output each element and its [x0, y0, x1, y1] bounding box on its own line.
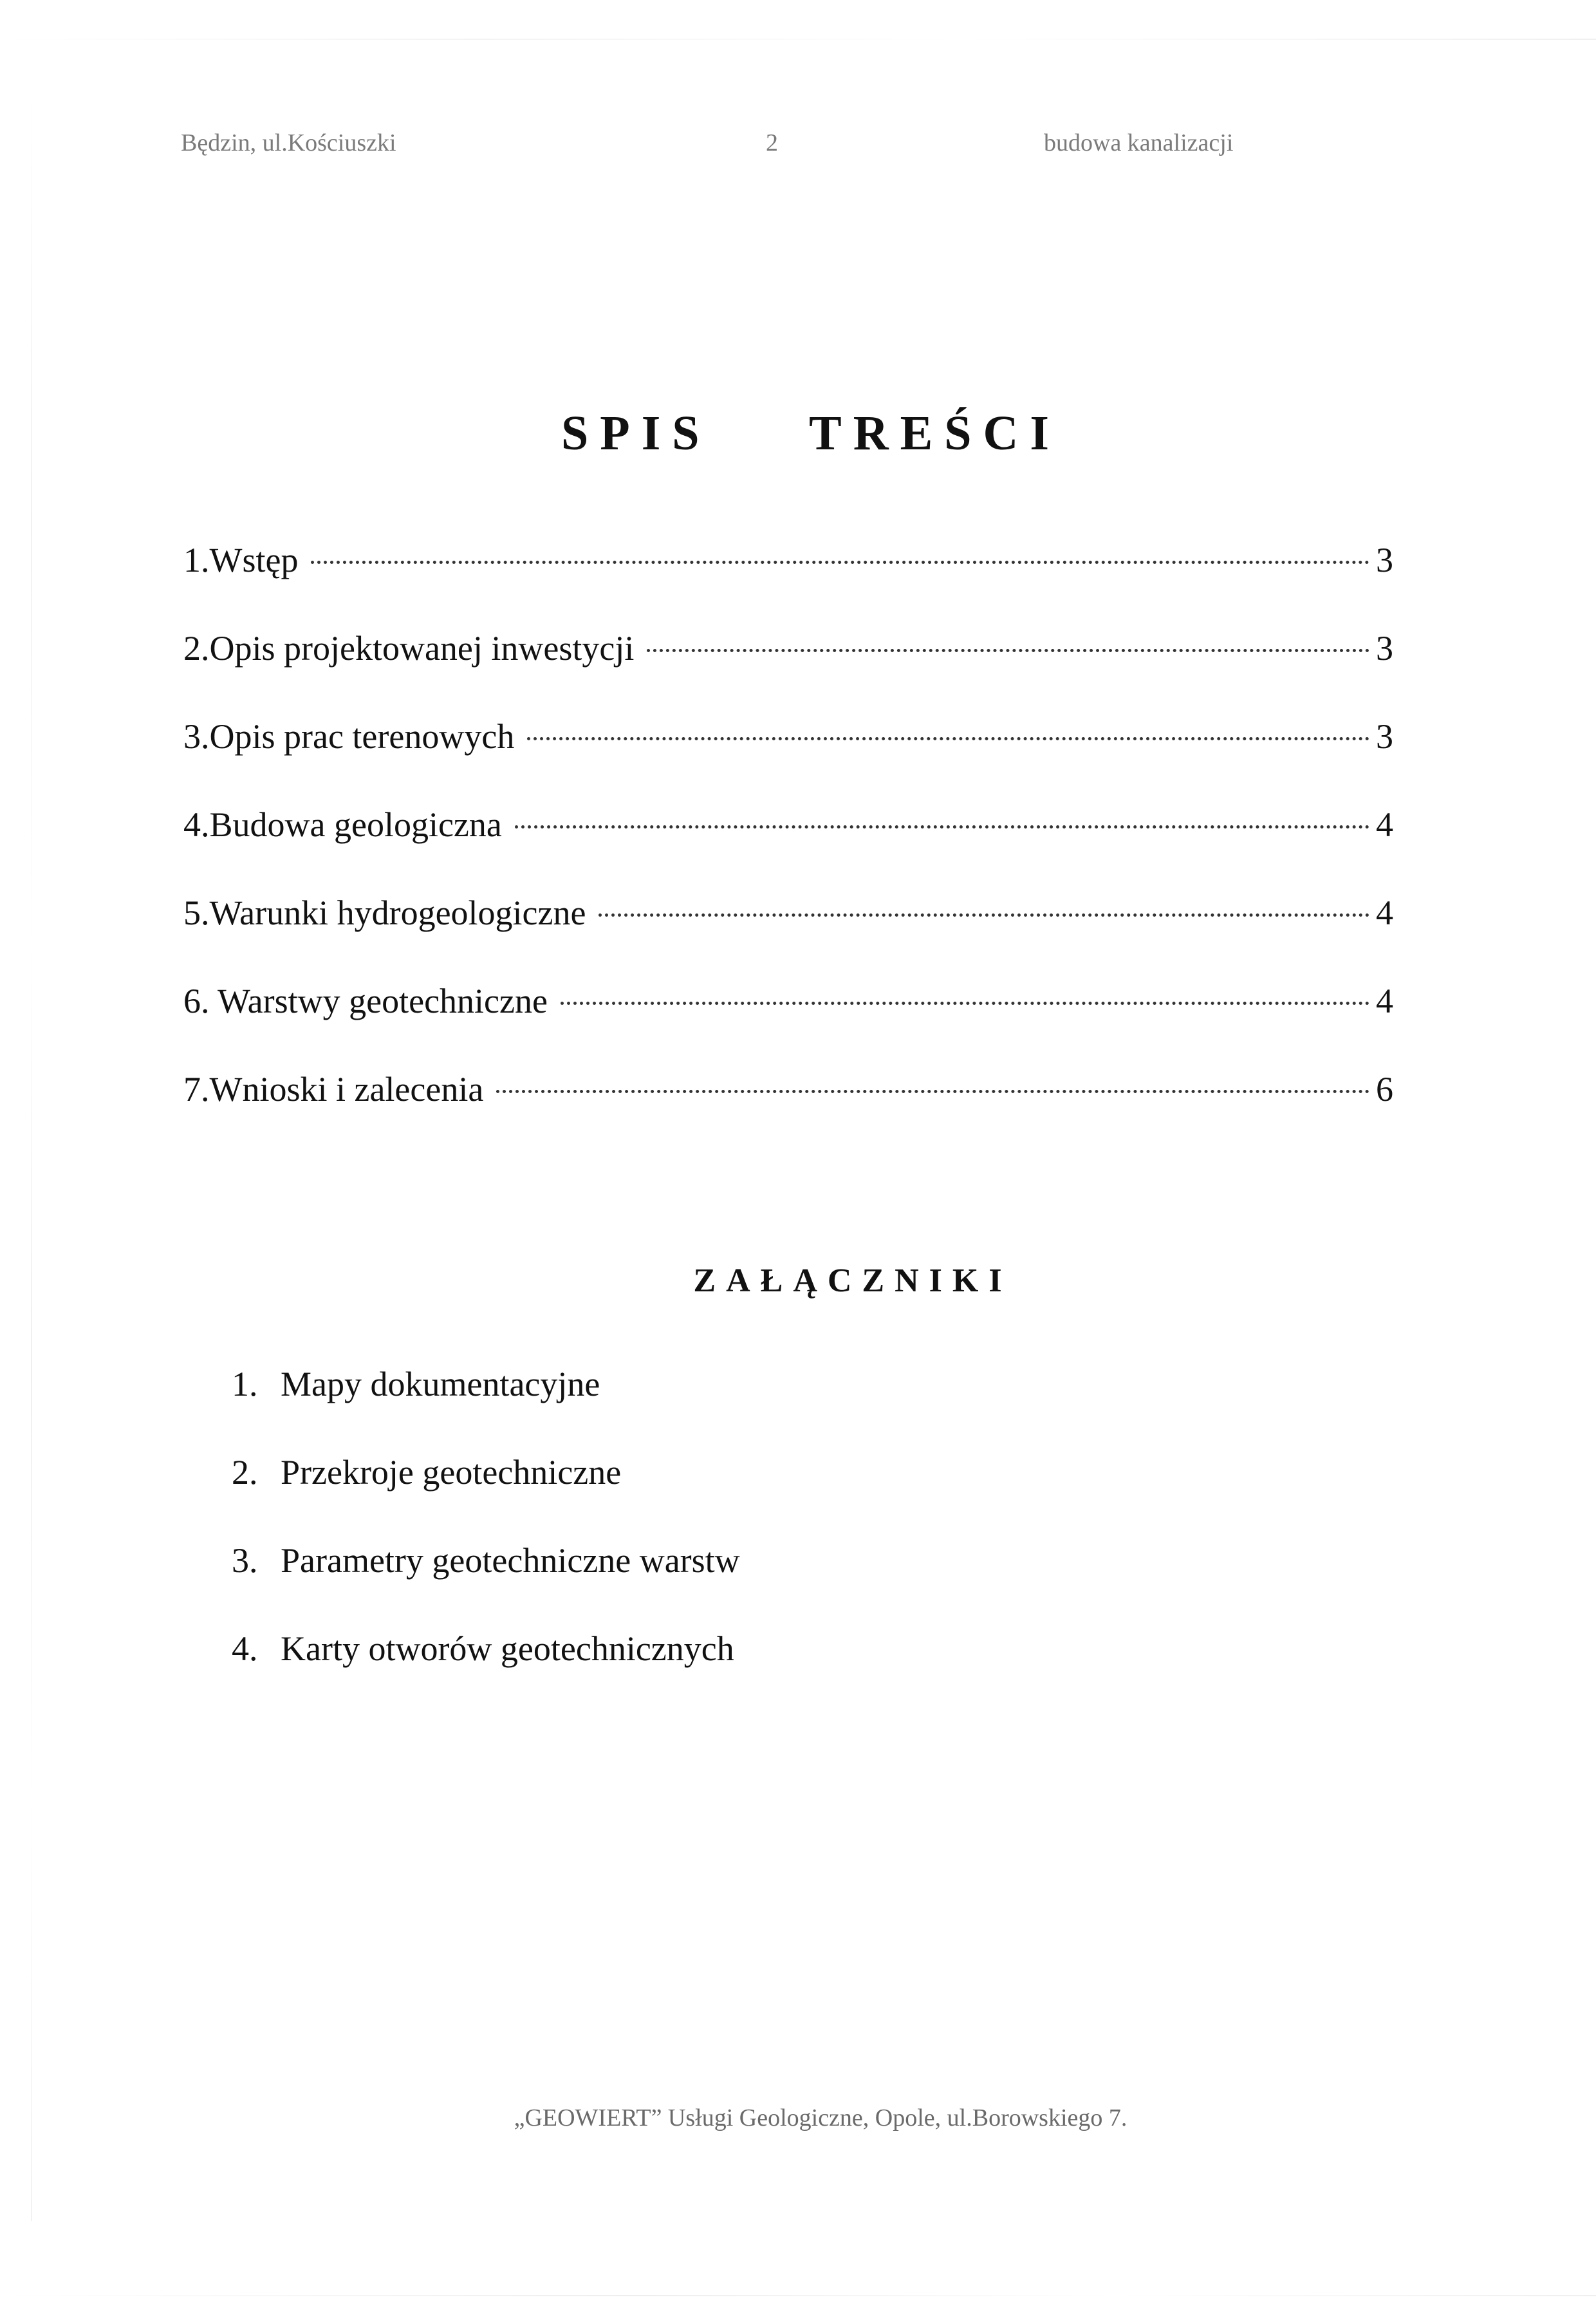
- toc-title-word-2: TREŚCI: [809, 406, 1061, 460]
- scan-edge-top: [0, 39, 1596, 40]
- header-location: Będzin, ul.Kościuszki: [181, 129, 396, 156]
- toc-entry: [183, 975, 1393, 1063]
- header-page-number: 2: [766, 129, 778, 156]
- toc-entry-label: 1.Wstęp: [183, 541, 299, 579]
- attachments-title: ZAŁĄCZNIKI: [693, 1262, 1012, 1299]
- toc-entry-label: 2.Opis projektowanej inwestycji: [183, 629, 635, 668]
- toc-entry: [183, 534, 1393, 623]
- toc-entry-page: 4: [1376, 894, 1393, 932]
- scan-edge-bottom: [0, 2295, 1596, 2296]
- page-footer: „GEOWIERT” Usługi Geologiczne, Opole, ul.Borowskiego 7.: [514, 2104, 1127, 2131]
- attachment-number: 2.: [232, 1453, 258, 1492]
- toc-dot-leader: [496, 1090, 1369, 1093]
- toc-entry-page: 3: [1376, 629, 1393, 668]
- toc-entry-page: 6: [1376, 1070, 1393, 1109]
- toc-dot-leader: [527, 737, 1369, 740]
- toc-dot-leader: [311, 561, 1369, 564]
- toc-entry-page: 4: [1376, 805, 1393, 844]
- toc-title-word-1: SPIS: [561, 406, 711, 460]
- toc-title: [0, 406, 1596, 476]
- toc-dot-leader: [598, 913, 1369, 917]
- toc-entry-label: 5.Warunki hydrogeologiczne: [183, 894, 586, 932]
- toc-entry-page: 3: [1376, 717, 1393, 756]
- attachment-label: Karty otworów geotechnicznych: [281, 1629, 734, 1668]
- toc-entry-label: 6. Warstwy geotechniczne: [183, 982, 548, 1020]
- toc-dot-leader: [647, 649, 1369, 652]
- toc-entry: [183, 623, 1393, 711]
- page-header: [0, 129, 1596, 167]
- toc-entry-page: 4: [1376, 982, 1393, 1020]
- attachment-item: [232, 1447, 740, 1535]
- toc-entry: [183, 711, 1393, 799]
- toc-entry: [183, 799, 1393, 887]
- toc-entry-page: 3: [1376, 541, 1393, 579]
- attachment-label: Przekroje geotechniczne: [281, 1453, 622, 1492]
- attachment-number: 3.: [232, 1541, 258, 1580]
- attachments-list: [232, 1358, 740, 1711]
- toc-dot-leader: [561, 1002, 1369, 1005]
- toc-list: [183, 534, 1393, 1152]
- toc-entry-label: 4.Budowa geologiczna: [183, 805, 502, 844]
- toc-entry-label: 7.Wnioski i zalecenia: [183, 1070, 484, 1109]
- toc-entry-label: 3.Opis prac terenowych: [183, 717, 515, 756]
- attachment-item: [232, 1358, 740, 1447]
- toc-entry: [183, 887, 1393, 975]
- attachment-item: [232, 1535, 740, 1623]
- attachment-number: 4.: [232, 1629, 258, 1668]
- header-project: budowa kanalizacji: [1044, 129, 1234, 156]
- attachment-label: Mapy dokumentacyjne: [281, 1365, 600, 1403]
- attachment-number: 1.: [232, 1365, 258, 1403]
- toc-entry: [183, 1063, 1393, 1152]
- attachment-item: [232, 1623, 740, 1711]
- attachment-label: Parametry geotechniczne warstw: [281, 1541, 740, 1580]
- toc-dot-leader: [515, 825, 1369, 829]
